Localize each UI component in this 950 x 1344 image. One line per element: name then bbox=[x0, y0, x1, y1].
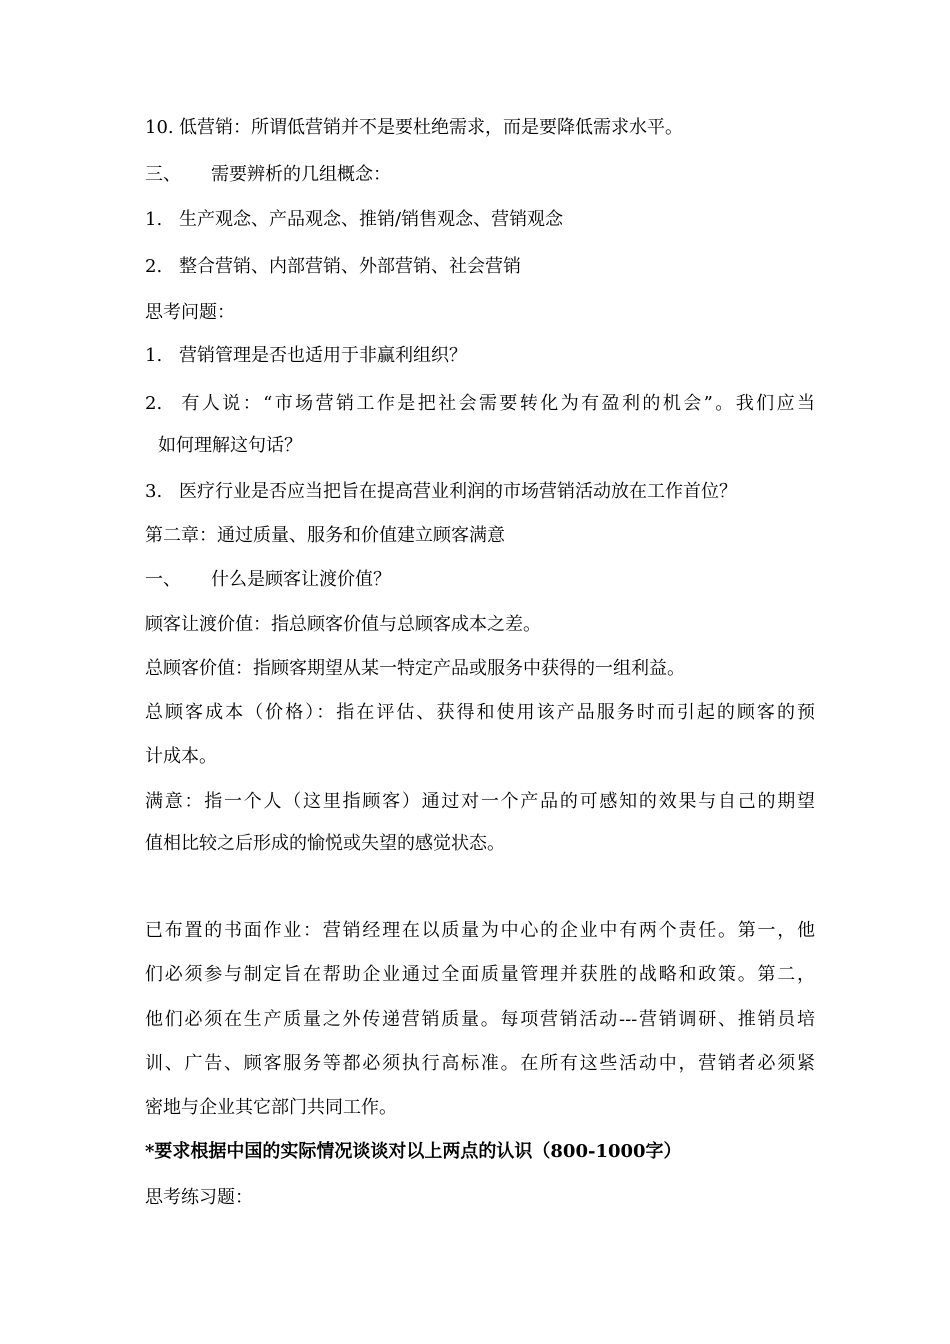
definition-total-value: 总顾客价值：指顾客期望从某一特定产品或服务中获得的一组利益。 bbox=[145, 658, 685, 679]
definition-delivered-value: 顾客让渡价值：指总顾客价值与总顾客成本之差。 bbox=[145, 614, 541, 635]
assignment-paragraph-line-1: 已布置的书面作业：营销经理在以质量为中心的企业中有两个责任。第一，他 bbox=[145, 920, 815, 941]
list-number: 2. bbox=[145, 256, 163, 277]
item-text: 低营销：所谓低营销并不是要杜绝需求，而是要降低需求水平。 bbox=[179, 117, 683, 138]
assignment-paragraph-line-3: 他们必须在生产质量之外传递营销质量。每项营销活动---营销调研、推销员培 bbox=[145, 1009, 815, 1030]
section-heading-concepts bbox=[145, 163, 815, 187]
list-number: 3. bbox=[145, 481, 163, 502]
definition-satisfaction: 满意：指一个人（这里指顾客）通过对一个产品的可感知的效果与自己的期望 bbox=[145, 791, 815, 812]
exercises-heading: 思考练习题： bbox=[145, 1187, 253, 1208]
item-text: 有人说：“市场营销工作是把社会需要转化为有盈利的机会”。我们应当 bbox=[179, 393, 815, 414]
list-number: 1. bbox=[145, 209, 163, 230]
list-number: 1. bbox=[145, 345, 163, 366]
item-low-marketing bbox=[145, 116, 815, 140]
item-text: 医疗行业是否应当把旨在提高营业利润的市场营销活动放在工作首位？ bbox=[179, 481, 737, 502]
question-item-1 bbox=[145, 344, 815, 368]
chapter-heading: 第二章：通过质量、服务和价值建立顾客满意 bbox=[145, 525, 505, 546]
assignment-paragraph-line-5: 密地与企业其它部门共同工作。 bbox=[145, 1097, 397, 1118]
assignment-requirement: *要求根据中国的实际情况谈谈对以上两点的认识（800-1000字） bbox=[145, 1141, 682, 1162]
item-text: 营销管理是否也适用于非赢利组织？ bbox=[179, 345, 467, 366]
question-item-2 bbox=[145, 392, 815, 416]
section-title: 什么是顾客让渡价值？ bbox=[211, 569, 391, 590]
concept-item-2 bbox=[145, 255, 815, 279]
section-heading-value bbox=[145, 568, 815, 592]
question-item-3 bbox=[145, 480, 815, 504]
question-item-2-continued: 如何理解这句话？ bbox=[158, 435, 302, 456]
section-number: 一、 bbox=[145, 569, 181, 590]
assignment-paragraph-line-2: 们必须参与制定旨在帮助企业通过全面质量管理并获胜的战略和政策。第二， bbox=[145, 964, 815, 985]
definition-total-cost-continued: 计成本。 bbox=[145, 746, 217, 767]
questions-heading: 思考问题： bbox=[145, 302, 235, 323]
list-number: 10. bbox=[145, 117, 174, 138]
item-text: 整合营销、内部营销、外部营销、社会营销 bbox=[179, 256, 521, 277]
list-number: 2. bbox=[145, 393, 163, 414]
section-number: 三、 bbox=[145, 164, 181, 185]
definition-satisfaction-continued: 值相比较之后形成的愉悦或失望的感觉状态。 bbox=[145, 833, 505, 854]
item-text: 生产观念、产品观念、推销/销售观念、营销观念 bbox=[179, 209, 564, 230]
definition-total-cost: 总顾客成本（价格）：指在评估、获得和使用该产品服务时而引起的顾客的预 bbox=[145, 702, 815, 723]
assignment-paragraph-line-4: 训、广告、顾客服务等都必须执行高标准。在所有这些活动中，营销者必须紧 bbox=[145, 1053, 815, 1074]
concept-item-1 bbox=[145, 208, 815, 232]
section-title: 需要辨析的几组概念： bbox=[211, 164, 391, 185]
